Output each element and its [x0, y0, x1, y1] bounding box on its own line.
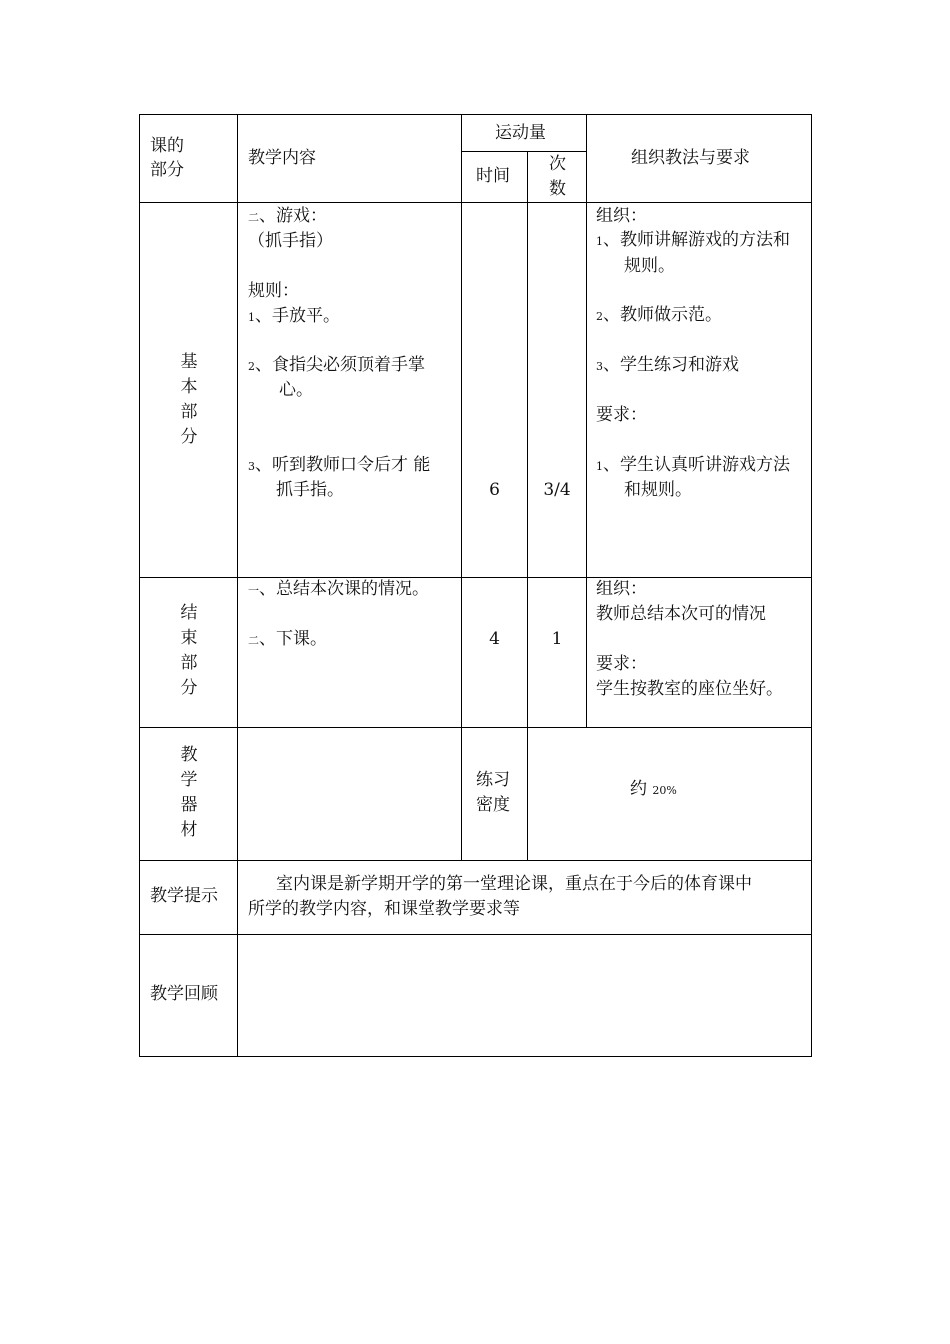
header-content: 教学内容: [248, 148, 316, 168]
ending-req-title: 要求：: [596, 654, 647, 674]
basic-rule-3: 3、听到教师口令后才 能: [248, 455, 431, 475]
basic-label: 基 本 部 分: [180, 352, 198, 447]
basic-game-name: （抓手指）: [248, 231, 333, 251]
ending-item-2: 二、下课。: [248, 629, 327, 649]
basic-req-1-cont: 和规则。: [624, 480, 692, 500]
review-label: 教学回顾: [150, 984, 218, 1004]
ending-count: 1: [551, 629, 563, 649]
basic-org-title: 组织：: [596, 206, 647, 226]
basic-org-1-cont: 规则。: [624, 256, 675, 276]
basic-org-2: 2、教师做示范。: [596, 305, 722, 325]
basic-rule-2-cont: 心。: [279, 380, 313, 400]
col-divider: [586, 115, 587, 727]
lesson-plan-table: [139, 114, 812, 1057]
basic-game-title: 二、游戏：: [248, 206, 327, 226]
tips-line1: 室内课是新学期开学的第一堂理论课，重点在于今后的体育课中: [276, 874, 752, 894]
row-divider: [140, 577, 811, 578]
ending-label: 结 束 部 分: [180, 603, 198, 698]
row-divider: [461, 151, 587, 152]
ending-item-1: 一、总结本次课的情况。: [248, 579, 429, 599]
basic-req-1: 1、学生认真听讲游戏方法: [596, 455, 790, 475]
tips-label: 教学提示: [150, 886, 218, 906]
basic-time: 6: [489, 480, 500, 500]
density-label-line2: 密度: [476, 795, 510, 815]
basic-org-1: 1、教师讲解游戏的方法和: [596, 230, 790, 250]
tips-line2: 所学的教学内容，和课堂教学要求等: [248, 899, 520, 919]
header-method: 组织教法与要求: [631, 148, 750, 168]
density-label-line1: 练习: [476, 770, 510, 790]
header-time: 时间: [476, 166, 510, 186]
basic-rule-1: 1、手放平。: [248, 306, 340, 326]
row-divider: [140, 860, 811, 861]
row-divider: [140, 202, 811, 203]
row-divider: [140, 934, 811, 935]
ending-req-text: 学生按教室的座位坐好。: [596, 679, 783, 699]
header-count-line1: 次: [549, 154, 566, 174]
basic-req-title: 要求：: [596, 405, 647, 425]
header-count-line2: 数: [549, 179, 566, 199]
ending-org-title: 组织：: [596, 579, 647, 599]
basic-rule-2: 2、食指尖必须顶着手掌: [248, 355, 425, 375]
col-divider: [237, 115, 238, 1056]
row-divider: [140, 727, 811, 728]
density-value: 约 20%: [630, 779, 677, 799]
header-section-line1: 课的: [150, 136, 184, 156]
basic-org-3: 3、学生练习和游戏: [596, 355, 739, 375]
col-divider: [527, 151, 528, 860]
header-section-line2: 部分: [150, 160, 184, 180]
basic-rules-title: 规则：: [248, 281, 299, 301]
basic-count: 3/4: [543, 480, 571, 500]
ending-org-text: 教师总结本次可的情况: [596, 604, 766, 624]
equipment-label: 教 学 器 材: [180, 745, 198, 840]
header-load: 运动量: [495, 123, 546, 143]
ending-time: 4: [489, 629, 500, 649]
basic-rule-3-cont: 抓手指。: [276, 480, 344, 500]
